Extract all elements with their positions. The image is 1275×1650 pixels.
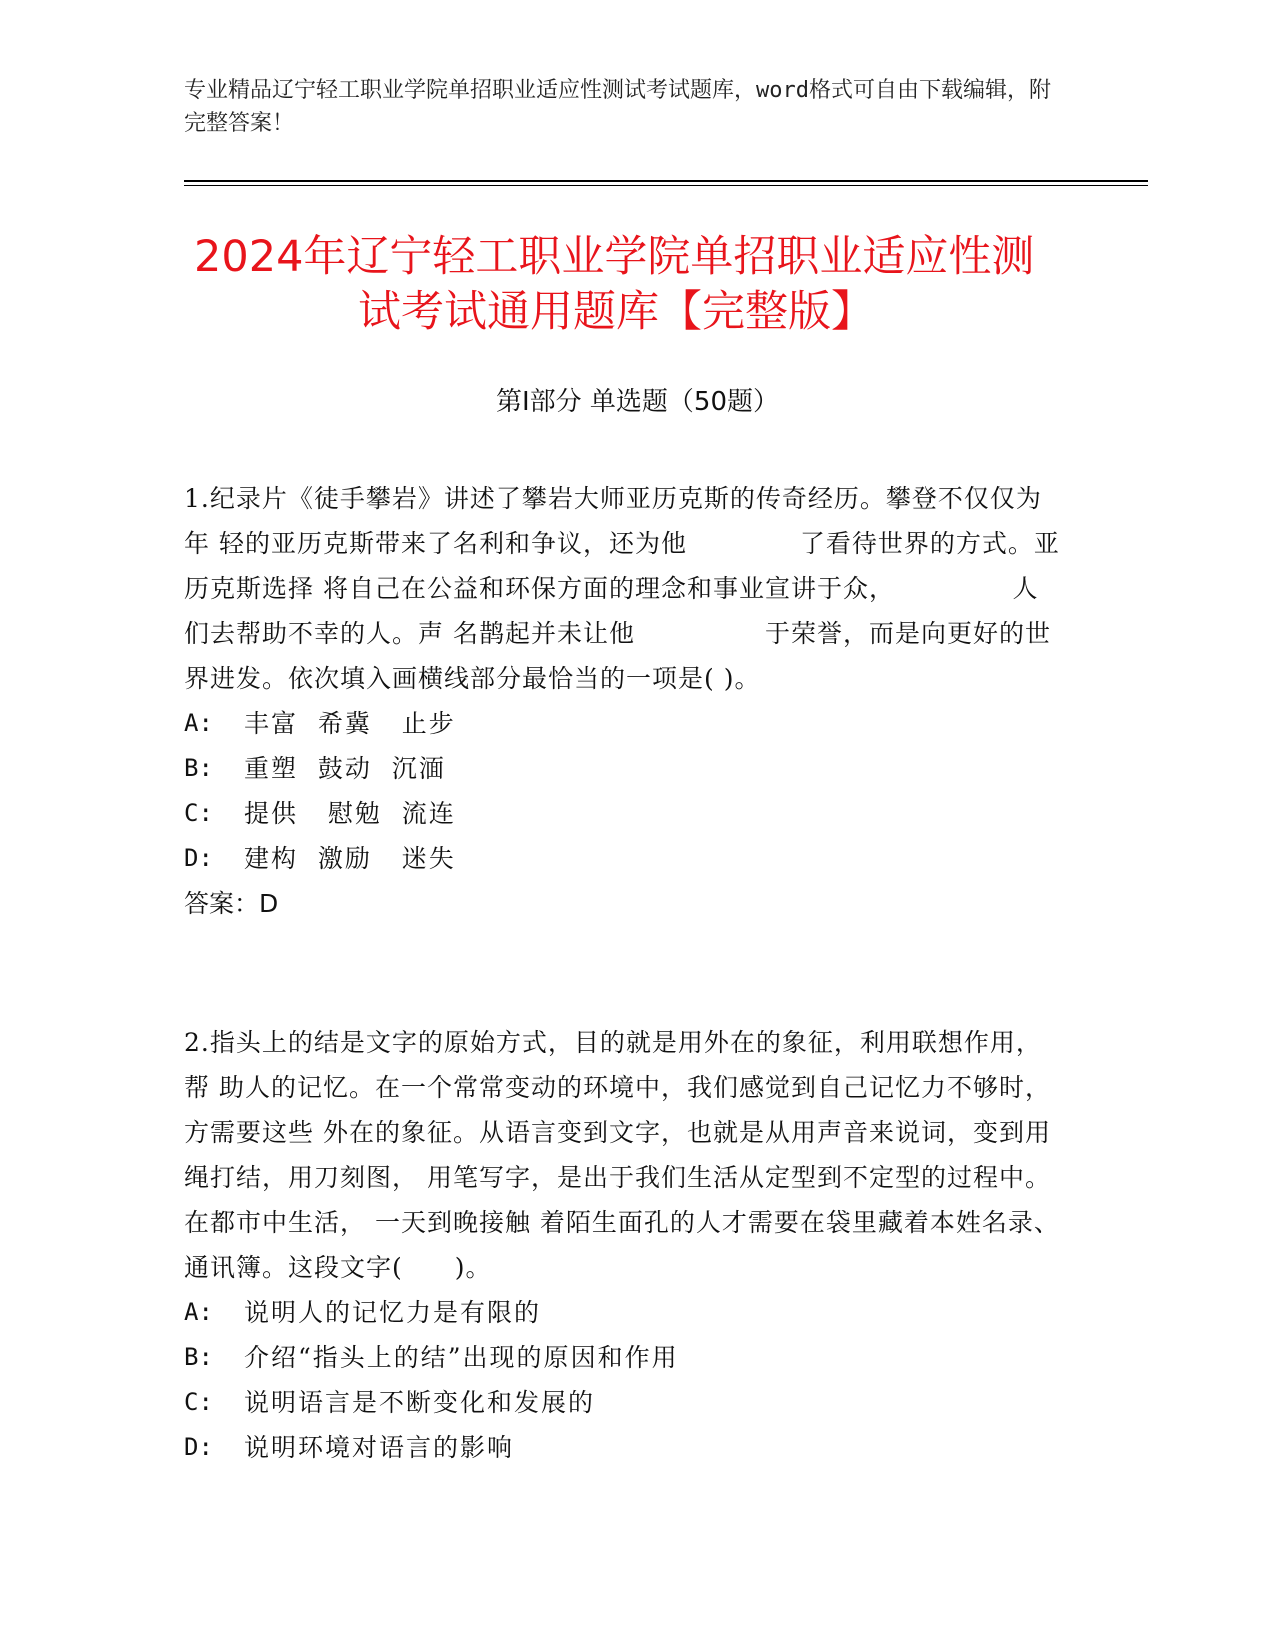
- option-key: C:: [184, 1388, 213, 1416]
- option-a: [184, 701, 1064, 746]
- option-text: 说明环境对语言的影响: [244, 1433, 515, 1462]
- option-key: C:: [184, 799, 213, 827]
- document-title-line-2: 试考试通用题库【完整版】: [358, 287, 874, 337]
- answer-line: 答案：D: [184, 889, 279, 918]
- section-heading: 第Ⅰ部分 单选题（50题）: [495, 387, 780, 417]
- option-key: B:: [184, 1343, 213, 1371]
- option-key: D:: [184, 844, 213, 872]
- option-text: 介绍“指头上的结”出现的原因和作用: [244, 1343, 679, 1372]
- header-rule-top: [184, 180, 1148, 182]
- option-d: [184, 1425, 1064, 1470]
- question-stem: 2.指头上的结是文字的原始方式，目的就是用外在的象征，利用联想作用，帮 助人的记忆。在一个常常变动的环境中，我们感觉到自己记忆力不够时，方需要这些 外在的象征。从语言变到文字，也就是从用声音来说词，变到用绳打结，用刀刻图， 用笔写字，是出于我们生活从定型到不定型的过程中。在都市中生活， 一天到晚接触 着陌生面孔的人才需要在袋里藏着本姓名录、通讯簿。这段文字( )。: [184, 1028, 1060, 1282]
- option-text: 提供 慰勉 流连: [244, 799, 456, 828]
- option-key: A:: [184, 1298, 213, 1326]
- option-c: [184, 791, 1064, 836]
- option-key: B:: [184, 754, 213, 782]
- option-text: 建构 激励 迷失: [244, 844, 456, 873]
- document-title: [180, 230, 1080, 340]
- option-a: [184, 1290, 1064, 1335]
- option-key: D:: [184, 1433, 213, 1461]
- option-text: 重塑 鼓动 沉湎: [244, 754, 446, 783]
- option-text: 丰富 希冀 止步: [244, 709, 456, 738]
- option-text: 说明语言是不断变化和发展的: [244, 1388, 596, 1417]
- header-rule-bottom: [184, 185, 1148, 186]
- header-note: 专业精品辽宁轻工职业学院单招职业适应性测试考试题库，word格式可自由下载编辑，附完整答案！: [184, 78, 1051, 136]
- document-title-line-1: 2024年辽宁轻工职业学院单招职业适应性测: [194, 232, 1035, 282]
- question-2: [184, 1020, 1064, 1470]
- option-b: [184, 746, 1064, 791]
- option-b: [184, 1335, 1064, 1380]
- option-text: 说明人的记忆力是有限的: [244, 1298, 542, 1327]
- question-stem: 1.纪录片《徒手攀岩》讲述了攀岩大师亚历克斯的传奇经历。攀登不仅仅为年 轻的亚历克斯带来了名利和争议，还为他 了看待世界的方式。亚历克斯选择 将自己在公益和环保方面的理念和事业宣讲于众， 人们去帮助不幸的人。声 名鹊起并未让他 于荣誉，而是向更好的世界进发。依次填入画横线部分最恰当的一项是( )。: [184, 484, 1060, 693]
- option-key: A:: [184, 709, 213, 737]
- question-1: [184, 476, 1064, 926]
- option-c: [184, 1380, 1064, 1425]
- option-d: [184, 836, 1064, 881]
